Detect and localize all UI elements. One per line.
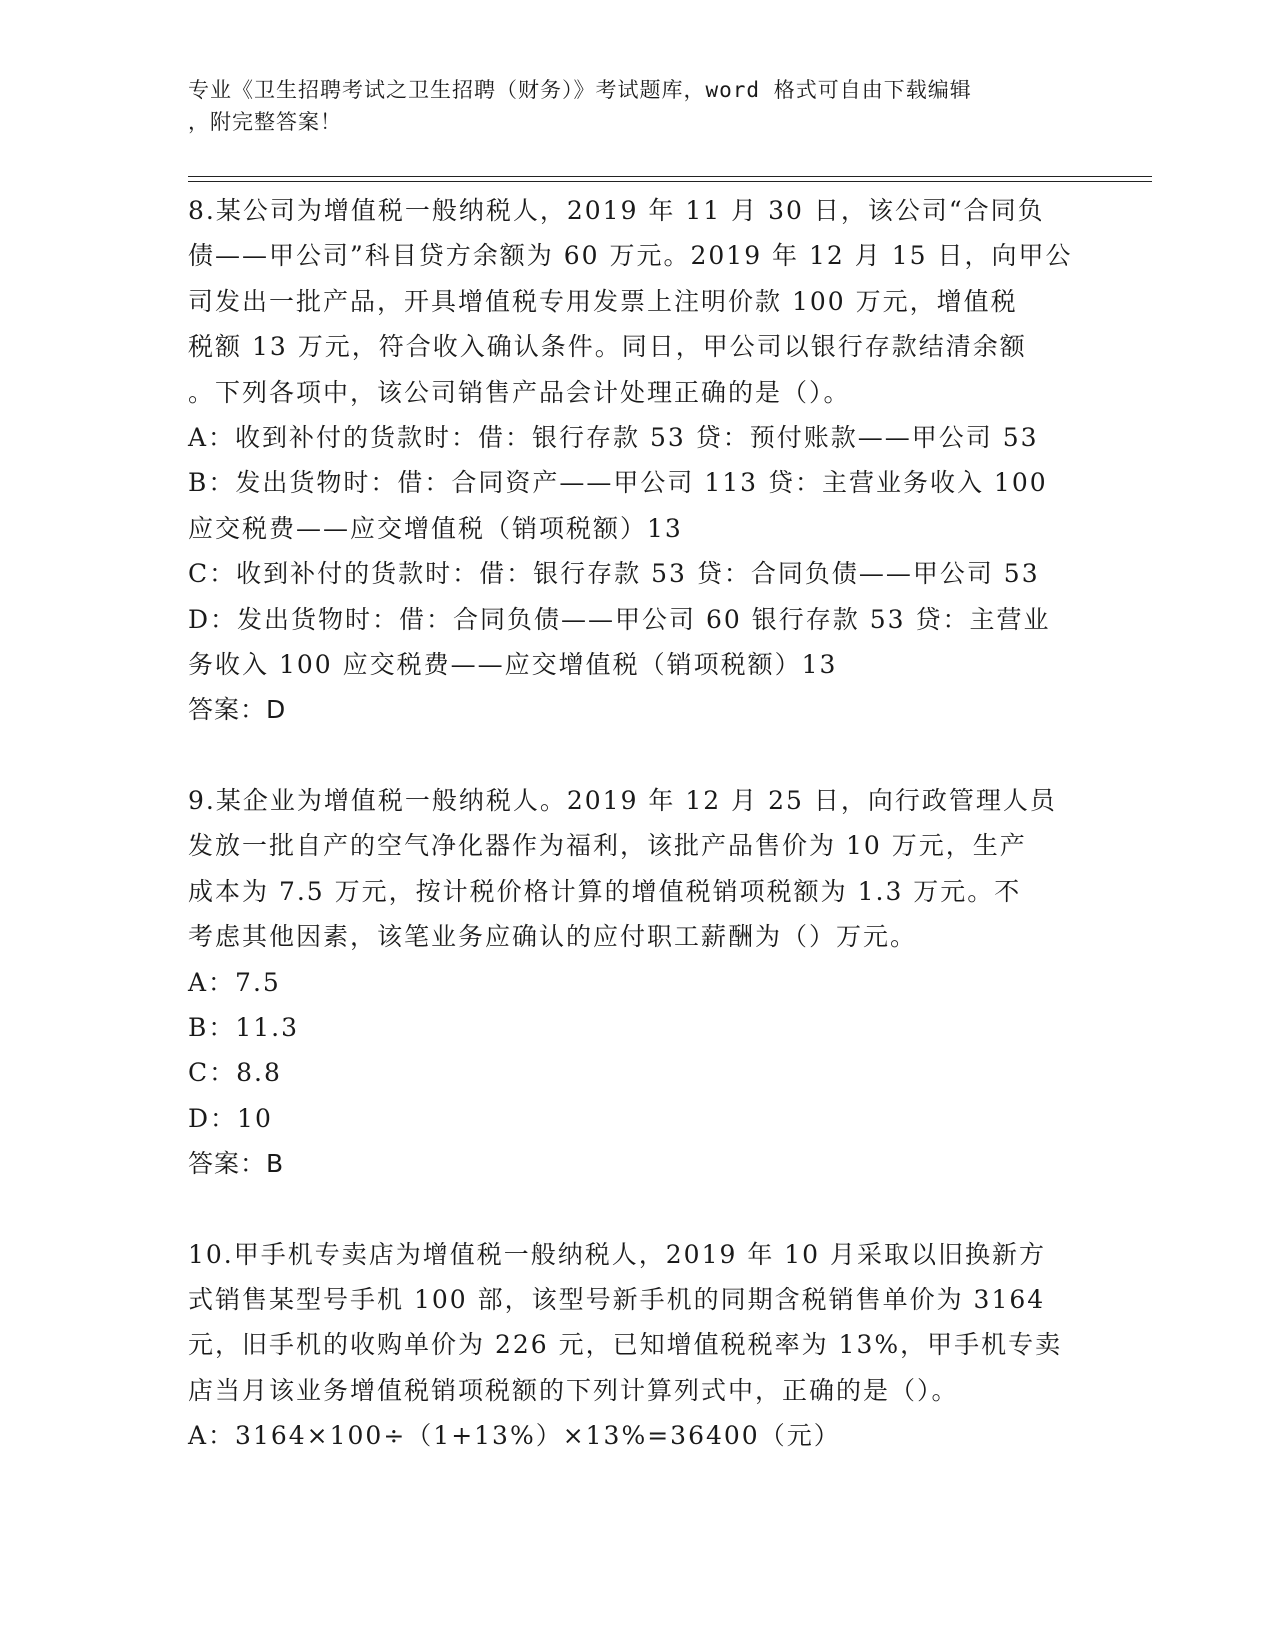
question-8-answer: 答案：D: [188, 695, 287, 725]
question-9-option-d: D：10: [188, 1103, 273, 1133]
question-8-line-5: 。下列各项中，该公司销售产品会计处理正确的是（）。: [188, 377, 851, 407]
question-9-line-2: 发放一批自产的空气净化器作为福利，该批产品售价为 10 万元，生产: [188, 831, 1027, 861]
question-8-option-a: A：收到补付的货款时：借：银行存款 53 贷：预付账款——甲公司 53: [188, 423, 1039, 453]
question-9-option-a: A：7.5: [188, 967, 281, 997]
question-8-line-1: 8.某公司为增值税一般纳税人，2019 年 11 月 30 日，该公司“合同负: [188, 196, 1045, 225]
question-10: [188, 1232, 1088, 1459]
question-9-option-c: C：8.8: [188, 1058, 282, 1088]
header-divider: [188, 176, 1152, 182]
header-line-2: ，附完整答案！: [188, 110, 342, 134]
question-8-line-2: 债——甲公司”科目贷方余额为 60 万元。2019 年 12 月 15 日，向甲公: [188, 241, 1073, 271]
question-9-answer: 答案：B: [188, 1149, 285, 1179]
question-8-option-b-cont: 应交税费——应交增值税（销项税额）13: [188, 513, 683, 543]
question-9-option-b: B：11.3: [188, 1012, 300, 1042]
question-9-line-3: 成本为 7.5 万元，按计税价格计算的增值税销项税额为 1.3 万元。不: [188, 876, 1022, 906]
question-8-option-d-cont: 务收入 100 应交税费——应交增值税（销项税额）13: [188, 650, 838, 680]
question-spacer: [188, 1187, 1088, 1232]
page-header: [188, 74, 1088, 138]
question-9: [188, 778, 1088, 1187]
question-8-line-3: 司发出一批产品，开具增值税专用发票上注明价款 100 万元，增值税: [188, 286, 1018, 316]
header-line-1: 专业《卫生招聘考试之卫生招聘（财务）》考试题库，word 格式可自由下载编辑: [188, 78, 972, 102]
question-10-line-4: 店当月该业务增值税销项税额的下列计算列式中，正确的是（）。: [188, 1375, 959, 1405]
question-10-line-1: 10.甲手机专卖店为增值税一般纳税人，2019 年 10 月采取以旧换新方: [188, 1239, 1047, 1269]
question-10-line-3: 元，旧手机的收购单价为 226 元，已知增值税税率为 13%，甲手机专卖: [188, 1330, 1063, 1360]
question-8-option-c: C：收到补付的货款时：借：银行存款 53 贷：合同负债——甲公司 53: [188, 559, 1040, 589]
question-list: [188, 188, 1088, 1459]
question-9-line-4: 考虑其他因素，该笔业务应确认的应付职工薪酬为（）万元。: [188, 922, 918, 952]
question-10-option-a: A：3164×100÷（1+13%）×13%=36400（元）: [188, 1421, 841, 1451]
question-9-line-1: 9.某企业为增值税一般纳税人。2019 年 12 月 25 日，向行政管理人员: [188, 785, 1057, 815]
question-10-line-2: 式销售某型号手机 100 部，该型号新手机的同期含税销售单价为 3164: [188, 1284, 1046, 1314]
question-8-option-d: D：发出货物时：借：合同负债——甲公司 60 银行存款 53 贷：主营业: [188, 604, 1051, 634]
question-8-option-b: B：发出货物时：借：合同资产——甲公司 113 贷：主营业务收入 100: [188, 468, 1048, 498]
question-8: [188, 188, 1088, 733]
question-spacer: [188, 733, 1088, 778]
question-8-line-4: 税额 13 万元，符合收入确认条件。同日，甲公司以银行存款结清余额: [188, 332, 1027, 362]
